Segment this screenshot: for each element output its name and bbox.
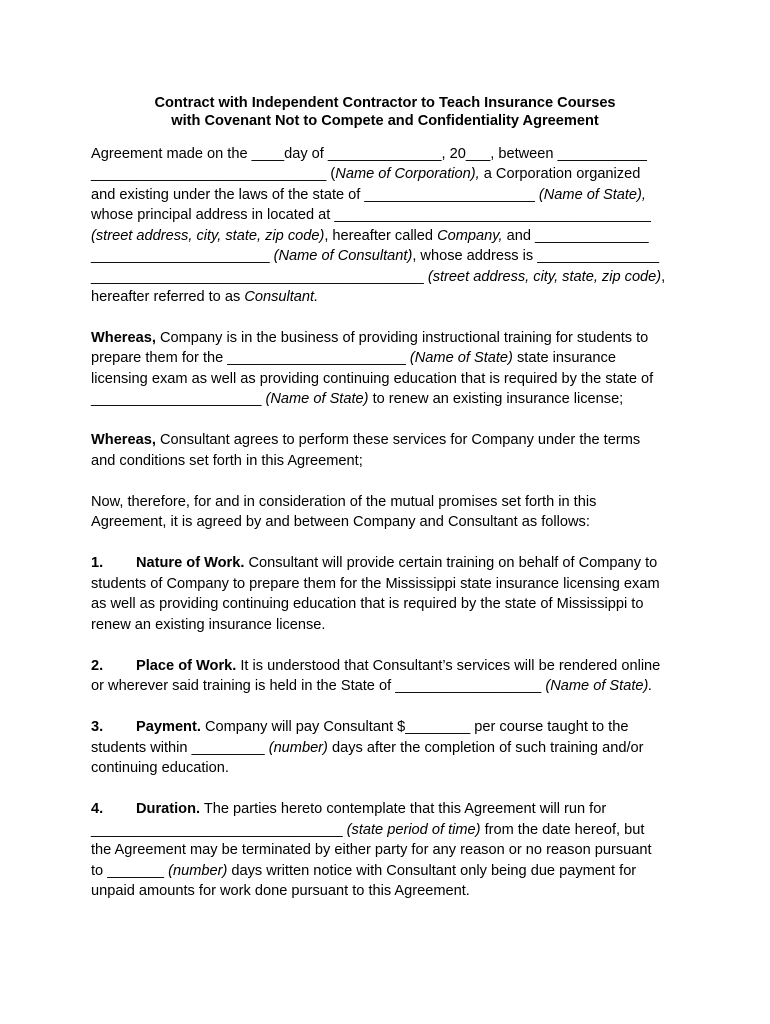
text: to renew an existing insurance license;: [368, 391, 624, 407]
document-title-line-1: Contract with Independent Contractor to Teach Insurance Courses: [154, 95, 616, 111]
section-number: 2.: [91, 658, 104, 674]
text: Consultant will provide certain training on behalf of Company to: [244, 555, 658, 571]
text: and existing under the laws of the state of _____________________: [91, 187, 539, 203]
whereas2-line-2: and conditions set forth in this Agreement;: [91, 453, 363, 469]
section-heading: Duration.: [136, 801, 201, 817]
defined-term: Consultant.: [244, 289, 319, 305]
text: a Corporation organized: [479, 166, 641, 182]
section-number: 1.: [91, 555, 104, 571]
placeholder-label: (Name of State).: [545, 678, 653, 694]
now-line-1: Now, therefore, for and in consideration of the mutual promises set forth in this: [91, 494, 597, 510]
whereas-lead: Whereas,: [91, 330, 156, 346]
s3-line-1: [91, 717, 628, 737]
whereas-lead: Whereas,: [91, 432, 156, 448]
intro-line-2: [91, 164, 640, 184]
s4-line-4: [91, 861, 636, 881]
text: Consultant agrees to perform these services for Company under the terms: [155, 432, 641, 448]
section-heading: Place of Work.: [136, 658, 237, 674]
s4-line-2: [91, 820, 644, 840]
text: prepare them for the ______________________: [91, 350, 410, 366]
placeholder-label: (Name of Consultant): [273, 248, 413, 264]
text: students within _________: [91, 740, 269, 756]
section-heading: Nature of Work.: [136, 555, 245, 571]
text: state insurance: [512, 350, 616, 366]
text: , whose address is _______________: [412, 248, 659, 264]
whereas1-line-2: [91, 348, 616, 368]
placeholder-label: Name of Corporation),: [335, 166, 480, 182]
s1-line-1: [91, 553, 657, 573]
text: days after the completion of such training and/or: [327, 740, 644, 756]
text: or wherever said training is held in the State of __________________: [91, 678, 546, 694]
placeholder-label: (state period of time): [346, 822, 481, 838]
s4-line-1: [91, 799, 606, 819]
whereas2-line-1: [91, 430, 640, 450]
text: It is understood that Consultant’s services will be rendered online: [236, 658, 661, 674]
intro-line-6: [91, 246, 659, 266]
placeholder-label: (number): [268, 740, 328, 756]
whereas1-line-1: [91, 328, 648, 348]
s2-line-1: [91, 656, 660, 676]
s1-line-3: as well as providing continuing education that is required by the state of Mississippi to: [91, 596, 644, 612]
intro-line-8: [91, 287, 318, 307]
intro-line-5: [91, 226, 649, 246]
document-title-line-2: with Covenant Not to Compete and Confidentiality Agreement: [171, 113, 599, 129]
blank: _________________________________________: [91, 269, 428, 285]
s2-line-2: [91, 676, 652, 696]
blank: _____________________: [91, 391, 266, 407]
s1-line-4: renew an existing insurance license.: [91, 617, 326, 633]
blank: ______________________: [91, 248, 274, 264]
placeholder-label: (number): [168, 863, 228, 879]
text: and ______________: [502, 228, 649, 244]
blank: _______________________________: [91, 822, 347, 838]
text: hereafter referred to as: [91, 289, 245, 305]
s3-line-3: continuing education.: [91, 760, 229, 776]
section-heading: Payment.: [136, 719, 201, 735]
s3-line-2: [91, 738, 643, 758]
defined-term: Company,: [437, 228, 503, 244]
placeholder-label: (Name of State): [265, 391, 369, 407]
placeholder-label: (Name of State): [409, 350, 513, 366]
text: , hereafter called: [324, 228, 438, 244]
intro-line-1: Agreement made on the ____day of ______________, 20___, between ___________: [91, 146, 647, 162]
placeholder-label: (street address, city, state, zip code): [91, 228, 325, 244]
text: Company is in the business of providing instructional training for students to: [155, 330, 649, 346]
now-line-2: Agreement, it is agreed by and between Company and Consultant as follows:: [91, 514, 590, 530]
intro-line-4: whose principal address in located at _______________________________________: [91, 207, 651, 223]
whereas1-line-4: [91, 389, 623, 409]
text: to _______: [91, 863, 169, 879]
text: The parties hereto contemplate that this Agreement will run for: [200, 801, 607, 817]
text: from the date hereof, but: [480, 822, 645, 838]
placeholder-label: (street address, city, state, zip code): [427, 269, 662, 285]
section-number: 3.: [91, 719, 104, 735]
blank: _____________________________ (: [91, 166, 336, 182]
text: days written notice with Consultant only being due payment for: [227, 863, 637, 879]
s4-line-5: unpaid amounts for work done pursuant to this Agreement.: [91, 883, 470, 899]
text: ,: [661, 269, 666, 285]
intro-line-3: [91, 185, 646, 205]
placeholder-label: (Name of State),: [538, 187, 646, 203]
text: Company will pay Consultant $________ per course taught to the: [200, 719, 629, 735]
s1-line-2: students of Company to prepare them for the Mississippi state insurance licensing exam: [91, 576, 660, 592]
intro-line-7: [91, 267, 665, 287]
whereas1-line-3: licensing exam as well as providing continuing education that is required by the state of: [91, 371, 654, 387]
section-number: 4.: [91, 801, 104, 817]
s4-line-3: the Agreement may be terminated by either party for any reason or no reason pursuant: [91, 842, 652, 858]
